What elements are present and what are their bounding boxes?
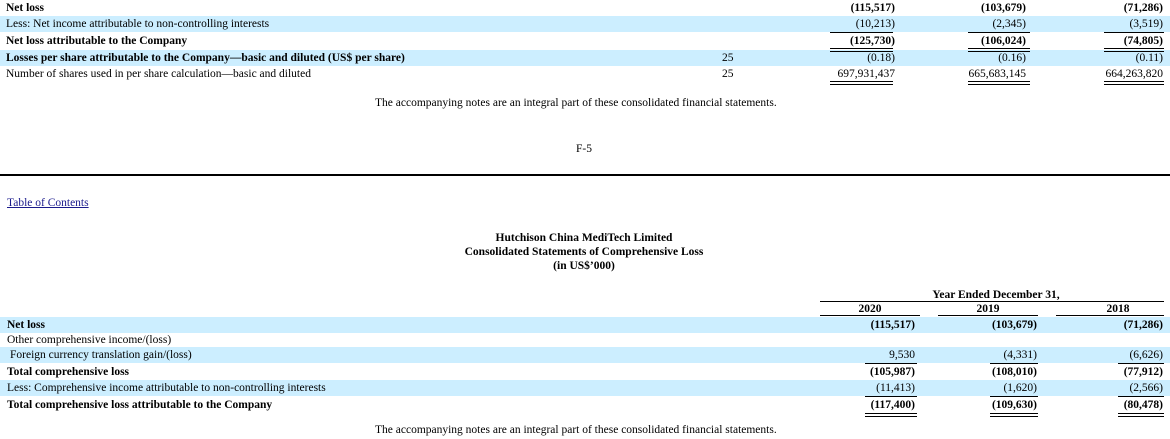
divider <box>968 81 1030 85</box>
value-2020: (115,517) <box>850 2 895 14</box>
table-row <box>0 66 1170 82</box>
footnote: The accompanying notes are an integral part of these consolidated financial statements. <box>375 424 777 436</box>
value-2020: (117,400) <box>870 399 915 411</box>
table-row <box>0 16 1170 32</box>
year-header-2019: 2019 <box>976 303 1000 315</box>
company-name: Hutchison China MediTech Limited <box>495 232 673 244</box>
value-2018: (2,566) <box>1129 382 1163 394</box>
table-row <box>0 347 1170 363</box>
value-2020: (105,987) <box>869 366 915 378</box>
note-ref: 25 <box>722 52 734 64</box>
divider <box>1118 396 1164 397</box>
divider <box>830 32 893 33</box>
divider <box>990 413 1038 417</box>
row-label: Net loss <box>7 319 46 331</box>
value-2018: (80,478) <box>1123 399 1163 411</box>
period-header: Year Ended December 31, <box>932 289 1060 301</box>
value-2018: (0.11) <box>1135 52 1163 64</box>
row-label: Net loss <box>6 2 45 14</box>
value-2019: (2,345) <box>992 18 1026 30</box>
value-2019: (108,010) <box>991 366 1037 378</box>
value-2019: (4,331) <box>1003 349 1037 361</box>
value-2019: (103,679) <box>980 2 1026 14</box>
value-2020: 9,530 <box>889 349 915 361</box>
page-number: F-5 <box>576 143 592 155</box>
divider <box>865 396 917 397</box>
divider <box>1104 48 1164 52</box>
divider <box>1104 81 1164 85</box>
table-row <box>0 33 1170 49</box>
note-ref: 25 <box>722 68 734 80</box>
row-label: Total comprehensive loss <box>7 366 130 378</box>
row-label: Less: Comprehensive income attributable to non-controlling interests <box>7 382 326 394</box>
divider <box>990 396 1038 397</box>
divider <box>1056 315 1164 316</box>
table-row <box>0 317 1170 333</box>
row-label: Total comprehensive loss attributable to the Company <box>7 399 273 411</box>
divider <box>1118 363 1164 364</box>
row-label: Foreign currency translation gain/(loss) <box>10 349 192 361</box>
value-2019: (0.16) <box>998 52 1026 64</box>
table-row <box>0 332 1170 348</box>
value-2020: (115,517) <box>870 319 915 331</box>
value-2019: (109,630) <box>991 399 1037 411</box>
year-header-2018: 2018 <box>1106 303 1130 315</box>
value-2019: (103,679) <box>991 319 1037 331</box>
footnote: The accompanying notes are an integral part of these consolidated financial statements. <box>375 97 777 109</box>
value-2018: 664,263,820 <box>1105 68 1163 80</box>
statement-title: Consolidated Statements of Comprehensive Loss <box>464 246 704 258</box>
table-row <box>0 397 1170 413</box>
divider <box>938 315 1038 316</box>
value-2020: (0.18) <box>867 52 895 64</box>
row-label: Losses per share attributable to the Company—basic and diluted (US$ per share) <box>6 52 405 64</box>
value-2019: 665,683,145 <box>968 68 1026 80</box>
value-2018: (74,805) <box>1123 35 1163 47</box>
table-row <box>0 50 1170 66</box>
value-2019: (1,620) <box>1003 382 1037 394</box>
divider <box>968 48 1030 52</box>
row-label: Net loss attributable to the Company <box>6 35 188 47</box>
value-2018: (3,519) <box>1129 18 1163 30</box>
table-row <box>0 380 1170 396</box>
table-of-contents-link[interactable]: Table of Contents <box>7 197 89 209</box>
row-label: Number of shares used in per share calculation—basic and diluted <box>6 68 311 80</box>
value-2018: (71,286) <box>1123 2 1163 14</box>
divider <box>865 363 917 364</box>
year-header-2020: 2020 <box>858 303 882 315</box>
divider <box>1118 413 1164 417</box>
divider <box>865 413 917 417</box>
row-label: Other comprehensive income/(loss) <box>7 334 172 346</box>
value-2020: (10,213) <box>855 18 895 30</box>
value-2018: (6,626) <box>1129 349 1163 361</box>
divider <box>830 81 893 85</box>
value-2020: (11,413) <box>876 382 915 394</box>
row-label: Less: Net income attributable to non-controlling interests <box>6 18 270 30</box>
divider <box>990 363 1038 364</box>
divider <box>968 32 1030 33</box>
value-2018: (71,286) <box>1123 319 1163 331</box>
divider <box>820 315 920 316</box>
statement-units: (in US$’000) <box>553 260 615 272</box>
divider <box>1104 32 1164 33</box>
table-row <box>0 364 1170 380</box>
value-2018: (77,912) <box>1123 366 1163 378</box>
value-2020: (125,730) <box>849 35 895 47</box>
page-break-rule <box>0 174 1170 176</box>
table-row <box>0 0 1170 16</box>
value-2020: 697,931,437 <box>837 68 895 80</box>
value-2019: (106,024) <box>980 35 1026 47</box>
divider <box>830 48 893 52</box>
